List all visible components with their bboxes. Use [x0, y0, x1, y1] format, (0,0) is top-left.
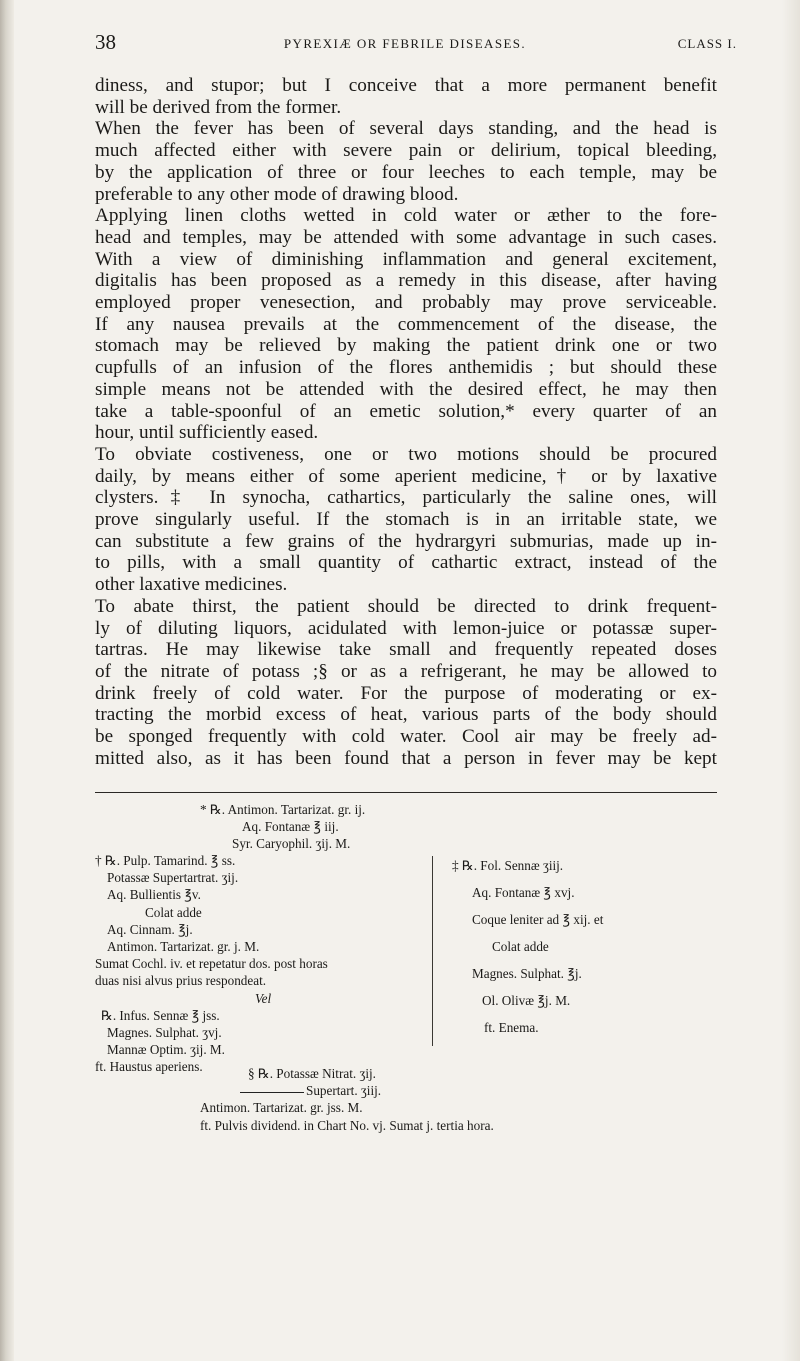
body-line: other laxative medicines. — [95, 574, 288, 596]
footnote-line: Antimon. Tartarizat. gr. j. M. — [107, 939, 260, 955]
body-line: digitalis has been proposed as a remedy in this disease, after having — [95, 270, 717, 292]
body-line: To obviate costiveness, one or two motions should be procured — [95, 443, 717, 465]
body-line: clysters.‡ In synocha, cathartics, particularly the saline ones, will — [95, 487, 717, 509]
footnote-line: Colat adde — [492, 939, 549, 954]
footnote-nitrate — [200, 1065, 720, 1134]
body-line: diness, and stupor; but I conceive that a more permanent benefit — [95, 75, 717, 96]
footnote-line: Magnes. Sulphat. ʒvj. — [107, 1025, 222, 1041]
footnote-line: Vel — [255, 990, 272, 1006]
footnote-line: Colat adde — [145, 904, 202, 920]
body-line: take a table-spoonful of an emetic solution,* every quarter of an — [95, 400, 717, 422]
footnote-line: Mannæ Optim. ʒij. M. — [107, 1042, 225, 1058]
footnote-line: ft. Pulvis dividend. in Chart No. vj. Sumat j. tertia hora. — [200, 1117, 494, 1133]
footnote-line-text: Supertart. ʒiij. — [306, 1083, 382, 1099]
footnote-line: ft. Enema. — [484, 1020, 539, 1035]
body-line: tracting the morbid excess of heat, various parts of the body should — [95, 704, 717, 726]
footnote-line: duas nisi alvus prius respondeat. — [95, 973, 267, 989]
body-line: can substitute a few grains of the hydrargyri submurias, made up in- — [95, 530, 717, 552]
footnote-line: Aq. Fontanæ ℥ iij. — [242, 819, 339, 835]
body-text — [95, 75, 717, 770]
running-title: PYREXIÆ OR FEBRILE DISEASES. — [283, 36, 527, 51]
body-line: employed proper venesection, and probably may prove serviceable. — [95, 292, 717, 314]
body-line: If any nausea prevails at the commencement of the disease, the — [95, 313, 717, 335]
body-line: daily, by means either of some aperient medicine,† or by laxative — [95, 465, 717, 487]
body-line: preferable to any other mode of drawing blood. — [95, 183, 459, 205]
footnote-line: Potassæ Supertartrat. ʒij. — [107, 870, 239, 886]
body-line: to pills, with a small quantity of cathartic extract, instead of the — [95, 552, 717, 574]
body-line: tartras. He may likewise take small and frequently repeated doses — [95, 639, 717, 661]
footnote-line: Aq. Bullientis ℥v. — [107, 887, 201, 903]
body-line: ly of diluting liquors, acidulated with lemon-juice or potassæ super- — [95, 617, 717, 639]
page-number: 38 — [95, 30, 116, 54]
ditto-rule — [240, 1092, 304, 1093]
body-line: will be derived from the former. — [95, 96, 342, 118]
footnote-line: § ℞. Potassæ Nitrat. ʒij. — [248, 1066, 376, 1081]
footnote-line: ft. Haustus aperiens. — [95, 1059, 203, 1075]
footnote-line — [200, 1082, 720, 1099]
footnote-line: Magnes. Sulphat. ℥j. — [472, 966, 582, 981]
footnote-clyster — [452, 852, 732, 1041]
body-line: simple means not be attended with the desired effect, he may then — [95, 378, 717, 400]
body-line: When the fever has been of several days standing, and the head is — [95, 118, 717, 140]
body-line: much affected either with severe pain or delirium, topical bleeding, — [95, 140, 717, 162]
body-line: of the nitrate of potass ;§ or as a refrigerant, he may be allowed to — [95, 660, 717, 682]
body-line: cupfulls of an infusion of the flores anthemidis ; but should these — [95, 357, 717, 379]
footnote-line: † ℞. Pulp. Tamarind. ℥ ss. — [95, 853, 236, 868]
body-line: With a view of diminishing inflammation and general excitement, — [95, 248, 717, 270]
footnote-aperient — [95, 852, 415, 1076]
footnote-line: Antimon. Tartarizat. gr. jss. M. — [200, 1100, 363, 1116]
body-line: drink freely of cold water. For the purpose of moderating or ex- — [95, 682, 717, 704]
binding-edge-shadow — [0, 0, 14, 1361]
running-header — [95, 30, 737, 60]
body-line: Applying linen cloths wetted in cold water or æther to the fore- — [95, 205, 717, 227]
footnote-line: Aq. Cinnam. ℥j. — [107, 921, 193, 937]
footnote-rule — [95, 792, 717, 793]
body-line: prove singularly useful. If the stomach is in an irritable state, we — [95, 509, 717, 531]
body-line: hour, until sufficiently eased. — [95, 422, 319, 444]
footnote-line: Ol. Olivæ ℥j. M. — [482, 993, 571, 1008]
body-line: head and temples, may be attended with some advantage in such cases. — [95, 226, 717, 248]
footnote-line: Coque leniter ad ℥ xij. et — [472, 912, 604, 927]
page-edge — [782, 0, 800, 1361]
body-line: by the application of three or four leeches to each temple, may be — [95, 161, 717, 183]
body-line: mitted also, as it has been found that a person in fever may be kept — [95, 747, 717, 769]
body-line: be sponged frequently with cold water. Cool air may be freely ad- — [95, 726, 717, 748]
footnote-line: Sumat Cochl. iv. et repetatur dos. post horas — [95, 956, 328, 972]
footnote-line: ‡ ℞. Fol. Sennæ ʒiij. — [452, 858, 564, 873]
footnote-line: Aq. Fontanæ ℥ xvj. — [472, 885, 575, 900]
footnote-emetic — [200, 801, 600, 853]
class-label: CLASS I. — [677, 36, 737, 51]
footnote-line: * ℞. Antimon. Tartarizat. gr. ij. — [200, 802, 366, 817]
body-line: stomach may be relieved by making the patient drink one or two — [95, 335, 717, 357]
footnote-line: Syr. Caryophil. ʒij. M. — [232, 836, 351, 852]
body-line: To abate thirst, the patient should be directed to drink frequent- — [95, 595, 717, 617]
column-separator — [432, 856, 433, 1046]
footnote-line: ℞. Infus. Sennæ ℥ jss. — [101, 1007, 220, 1023]
